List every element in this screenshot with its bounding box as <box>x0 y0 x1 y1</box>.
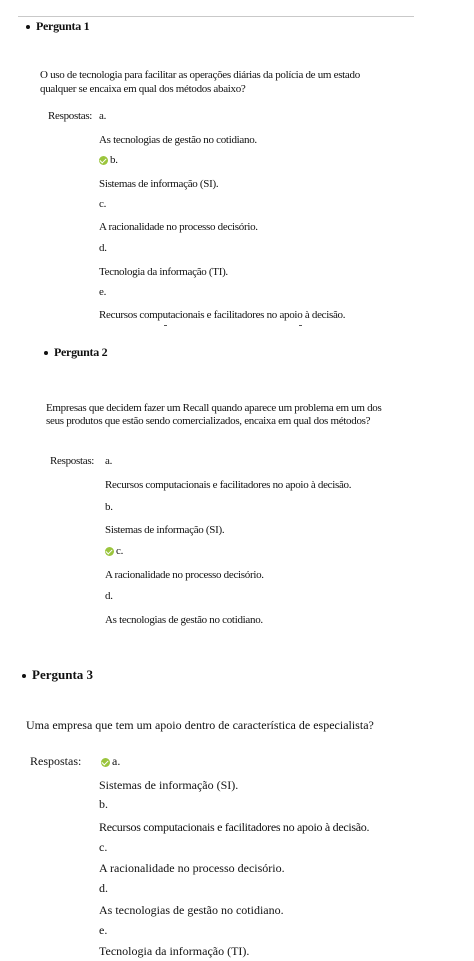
question-2-text-line-2: seus produtos que estão sendo comercializados, encaixa em qual dos métodos? <box>46 415 371 427</box>
question-2-option-c-text[interactable]: A racionalidade no processo decisório. <box>105 569 264 581</box>
correct-check-icon <box>101 758 110 767</box>
question-1-option-e-text[interactable]: Recursos computacionais e facilitadores no apoio à decisão. <box>99 309 346 321</box>
question-3-option-b-text[interactable]: Recursos computacionais e facilitadores no apoio à decisão. <box>99 820 370 834</box>
question-2-option-a-letter[interactable]: a. <box>105 455 113 467</box>
question-1-option-b-letter[interactable]: b. <box>99 154 118 166</box>
question-2-text-line-1: Empresas que decidem fazer um Recall quando aparece um problema em um dos <box>46 402 382 414</box>
question-2-option-d-letter[interactable]: d. <box>105 590 113 602</box>
question-3-option-a-letter[interactable]: a. <box>101 754 120 769</box>
question-1-option-d-letter[interactable]: d. <box>99 242 107 254</box>
question-3-option-d-letter[interactable]: d. <box>99 881 108 895</box>
question-1-option-a-text[interactable]: As tecnologias de gestão no cotidiano. <box>99 134 257 146</box>
bullet-icon <box>44 351 48 355</box>
question-2-responses-label: Respostas: <box>50 455 95 467</box>
question-3-option-c-letter[interactable]: c. <box>99 840 108 854</box>
question-1-option-b-text[interactable]: Sistemas de informação (SI). <box>99 178 219 190</box>
top-divider <box>18 16 414 17</box>
question-3-option-e-letter[interactable]: e. <box>99 923 108 937</box>
question-2-option-b-letter[interactable]: b. <box>105 501 113 513</box>
question-3-option-b-letter[interactable]: b. <box>99 797 108 811</box>
question-3-option-c-text[interactable]: A racionalidade no processo decisório. <box>99 861 285 875</box>
question-2-option-c-letter[interactable]: c. <box>105 545 123 557</box>
bullet-icon <box>22 674 26 678</box>
question-1-option-c-letter[interactable]: c. <box>99 198 107 210</box>
correct-check-icon <box>99 156 108 165</box>
question-1-text-line-1: O uso de tecnologia para facilitar as operações diárias da polícia de um estado <box>40 69 360 81</box>
scan-artifact-mark <box>299 325 302 326</box>
question-3-text-line-1: Uma empresa que tem um apoio dentro de característica de especialista? <box>26 718 374 732</box>
question-1-option-e-letter[interactable]: e. <box>99 286 107 298</box>
question-1-text-line-2: qualquer se encaixa em qual dos métodos abaixo? <box>40 83 246 95</box>
question-1-responses-label: Respostas: <box>48 110 93 122</box>
question-1-option-c-text[interactable]: A racionalidade no processo decisório. <box>99 221 258 233</box>
question-1-option-a-letter[interactable]: a. <box>99 110 107 122</box>
scan-artifact-mark <box>164 325 167 326</box>
question-3-responses-label: Respostas: <box>30 754 82 768</box>
question-3-option-a-text[interactable]: Sistemas de informação (SI). <box>99 778 239 792</box>
question-2-title: Pergunta 2 <box>44 345 107 360</box>
question-2-option-d-text[interactable]: As tecnologias de gestão no cotidiano. <box>105 614 263 626</box>
question-3-option-e-text[interactable]: Tecnologia da informação (TI). <box>99 944 250 958</box>
bullet-icon <box>26 25 30 29</box>
question-1-title: Pergunta 1 <box>26 19 89 34</box>
question-2-option-b-text[interactable]: Sistemas de informação (SI). <box>105 524 225 536</box>
question-3-option-d-text[interactable]: As tecnologias de gestão no cotidiano. <box>99 903 284 917</box>
question-1-option-d-text[interactable]: Tecnologia da informação (TI). <box>99 266 228 278</box>
correct-check-icon <box>105 547 114 556</box>
question-2-option-a-text[interactable]: Recursos computacionais e facilitadores no apoio à decisão. <box>105 479 352 491</box>
question-3-title: Pergunta 3 <box>22 667 93 683</box>
